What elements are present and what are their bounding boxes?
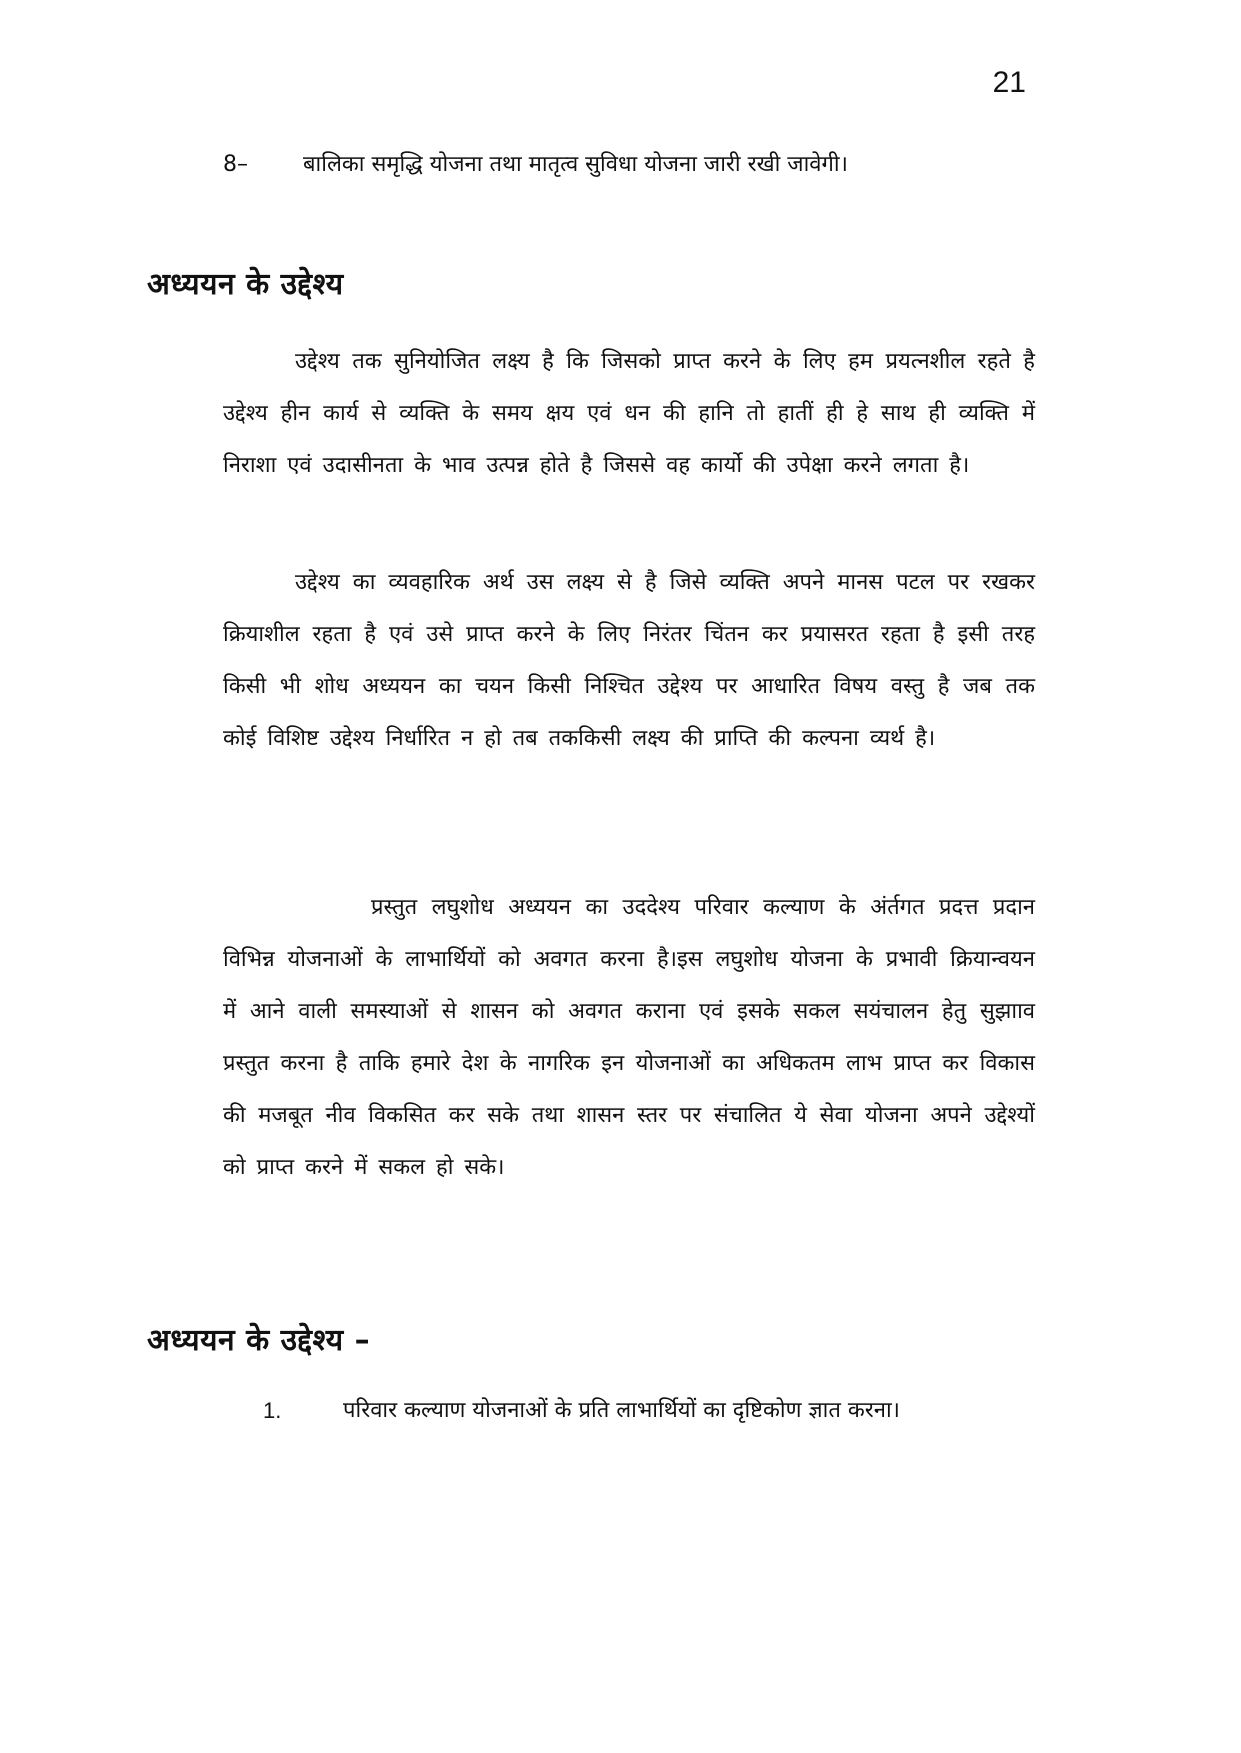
list-item-1 bbox=[263, 1384, 1035, 1438]
list-item-number: 8– bbox=[223, 152, 248, 177]
page-number: 21 bbox=[992, 66, 1026, 99]
section-heading-objectives: अध्ययन के उद्देश्य – bbox=[147, 1323, 371, 1358]
list-item-8 bbox=[223, 138, 1035, 192]
paragraph-1: उद्देश्य तक सुनियोजित लक्ष्य है कि जिसको प्राप्त करने के लिए हम प्रयत्नशील रहते है उद्देश्य हीन कार्य से व्यक्ति के समय क्षय एवं धन की हानि तो हातीं ही हे साथ ही व्यक्ति में निराशा एवं उदासीनता के भाव उत्पन्न होते है जिससे वह कार्यो की उपेक्षा करने लगता है। bbox=[223, 349, 1035, 478]
section-heading: अध्ययन के उद्देश्य bbox=[147, 267, 344, 302]
list-item-text: परिवार कल्याण योजनाओं के प्रति लाभार्थियों का दृष्टिकोण ज्ञात करना। bbox=[343, 1398, 900, 1423]
paragraph-3: प्रस्तुत लघुशोध अध्ययन का उददेश्य परिवार कल्याण के अंर्तगत प्रदत्त प्रदान विभिन्न योजनाओं के लाभार्थियों को अवगत करना है।इस लघुशोध योजना के प्रभावी क्रियान्वयन में आने वाली समस्याओं से शासन को अवगत कराना एवं इसके सकल सयंचालन हेतु सुझााव प्रस्तुत करना है ताकि हमारे देश के नागरिक इन योजनाओं का अधिकतम लाभ प्राप्त कर विकास की मजबूत नीव विकसित कर सके तथा शासन स्तर पर संचालित ये सेवा योजना अपने उद्देश्यों को प्राप्त करने में सकल हो सके। bbox=[223, 895, 1035, 1180]
list-item-number: 1. bbox=[263, 1398, 282, 1423]
paragraph-2: उद्देश्य का व्यवहारिक अर्थ उस लक्ष्य से है जिसे व्यक्ति अपने मानस पटल पर रखकर क्रियाशील रहता है एवं उसे प्राप्त करने के लिए निरंतर चिंतन कर प्रयासरत रहता है इसी तरह किसी भी शोध अध्ययन का चयन किसी निश्चित उद्देश्य पर आधारित विषय वस्तु है जब तक कोई विशिष्ट उद्देश्य निर्धारित न हो तब तककिसी लक्ष्य की प्राप्ति की कल्पना व्यर्थ है। bbox=[223, 570, 1035, 751]
list-item-text: बालिका समृद्धि योजना तथा मातृत्व सुविधा योजना जारी रखी जावेगी। bbox=[303, 152, 848, 177]
